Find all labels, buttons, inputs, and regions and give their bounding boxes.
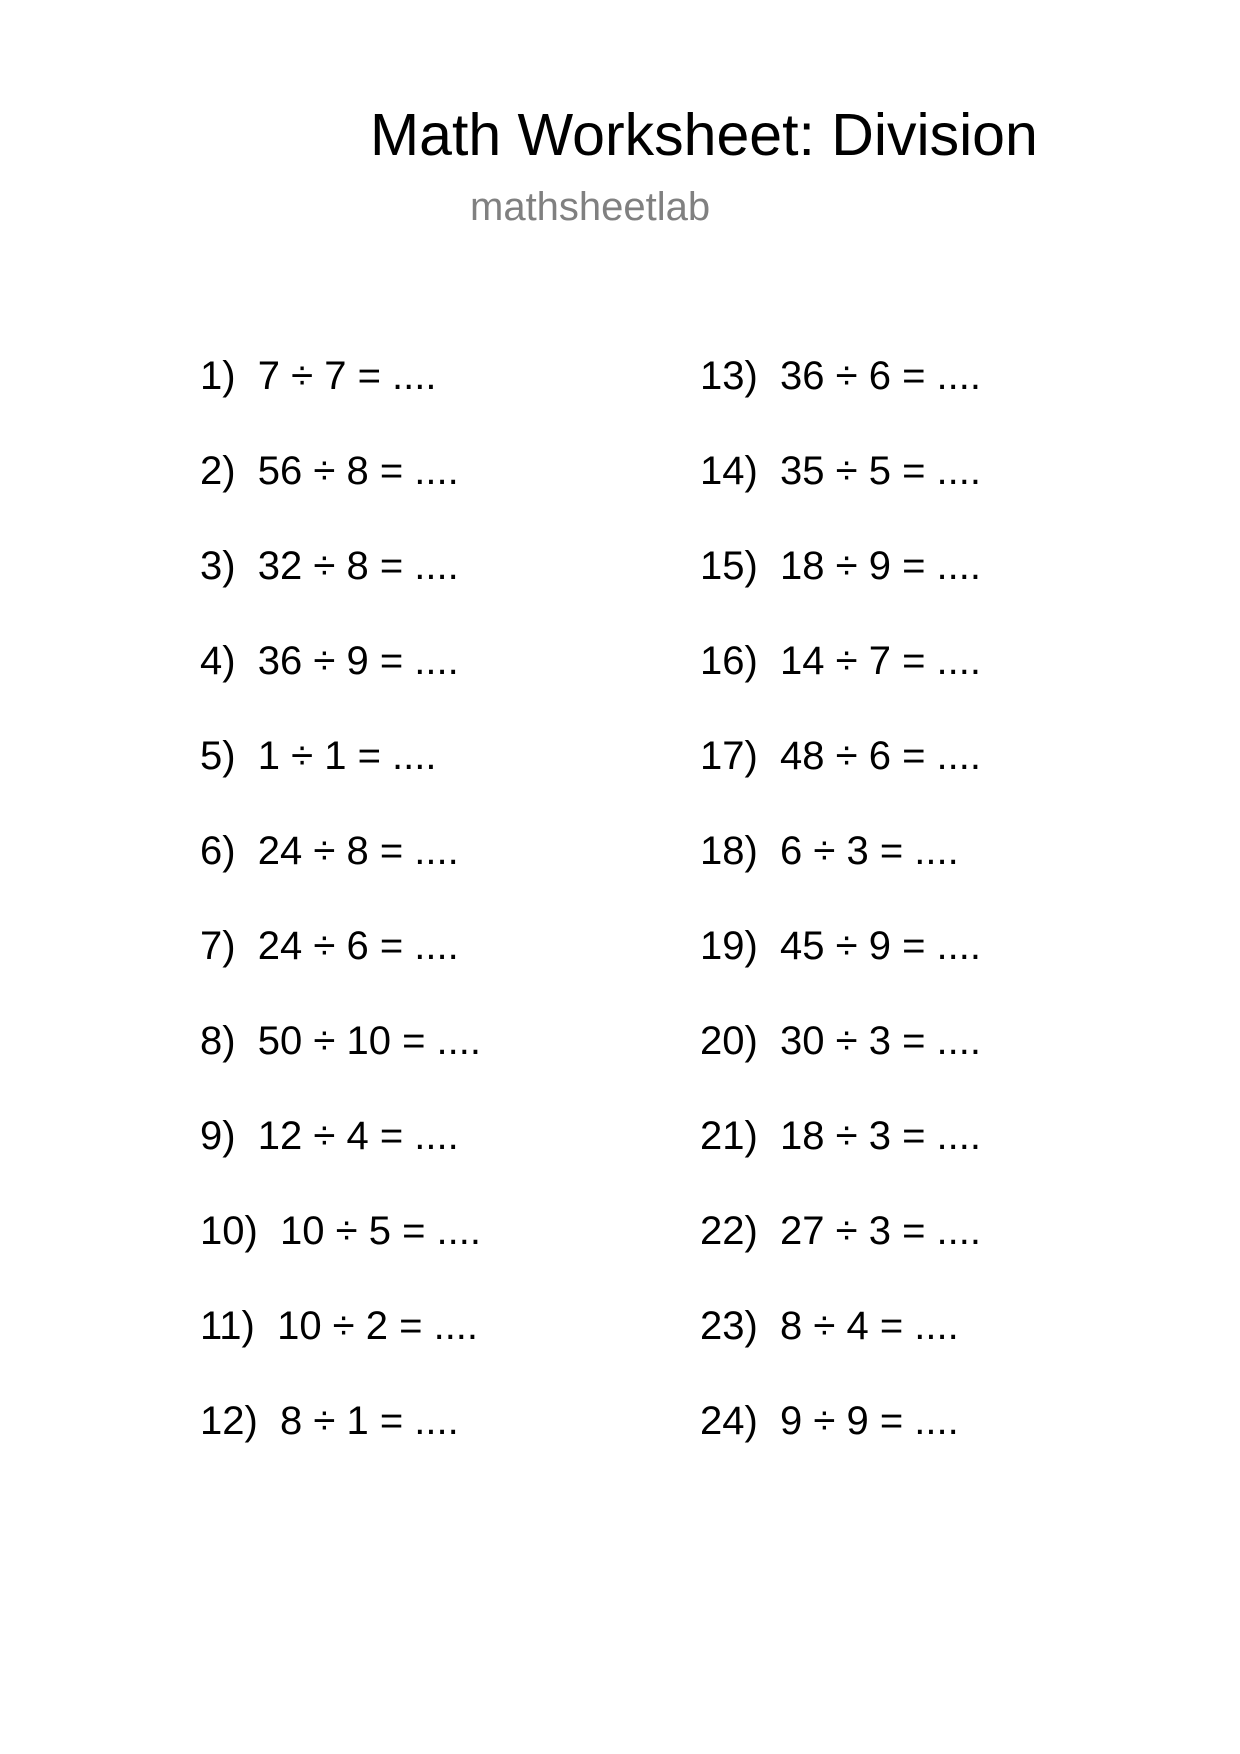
problem-2: 2) 56 ÷ 8 = .... — [200, 449, 459, 493]
problem-13: 13) 36 ÷ 6 = .... — [700, 354, 981, 398]
problem-list — [200, 351, 1100, 1491]
problem-6: 6) 24 ÷ 8 = .... — [200, 829, 459, 873]
problem-11: 11) 10 ÷ 2 = .... — [200, 1304, 479, 1348]
problem-18: 18) 6 ÷ 3 = .... — [700, 829, 959, 873]
problem-1: 1) 7 ÷ 7 = .... — [200, 354, 437, 398]
problem-10: 10) 10 ÷ 5 = .... — [200, 1209, 481, 1253]
problem-22: 22) 27 ÷ 3 = .... — [700, 1209, 981, 1253]
problem-15: 15) 18 ÷ 9 = .... — [700, 544, 981, 588]
problem-9: 9) 12 ÷ 4 = .... — [200, 1114, 459, 1158]
problem-21: 21) 18 ÷ 3 = .... — [700, 1114, 981, 1158]
problem-3: 3) 32 ÷ 8 = .... — [200, 544, 459, 588]
problem-5: 5) 1 ÷ 1 = .... — [200, 734, 437, 778]
problem-19: 19) 45 ÷ 9 = .... — [700, 924, 981, 968]
problem-12: 12) 8 ÷ 1 = .... — [200, 1399, 459, 1443]
problem-24: 24) 9 ÷ 9 = .... — [700, 1399, 959, 1443]
problem-23: 23) 8 ÷ 4 = .... — [700, 1304, 959, 1348]
problem-4: 4) 36 ÷ 9 = .... — [200, 639, 459, 683]
problem-14: 14) 35 ÷ 5 = .... — [700, 449, 981, 493]
problem-20: 20) 30 ÷ 3 = .... — [700, 1019, 981, 1063]
problem-8: 8) 50 ÷ 10 = .... — [200, 1019, 481, 1063]
worksheet-title: Math Worksheet: Division — [370, 102, 1038, 168]
problem-7: 7) 24 ÷ 6 = .... — [200, 924, 459, 968]
problem-17: 17) 48 ÷ 6 = .... — [700, 734, 981, 778]
worksheet-source: mathsheetlab — [470, 185, 711, 229]
problem-16: 16) 14 ÷ 7 = .... — [700, 639, 981, 683]
